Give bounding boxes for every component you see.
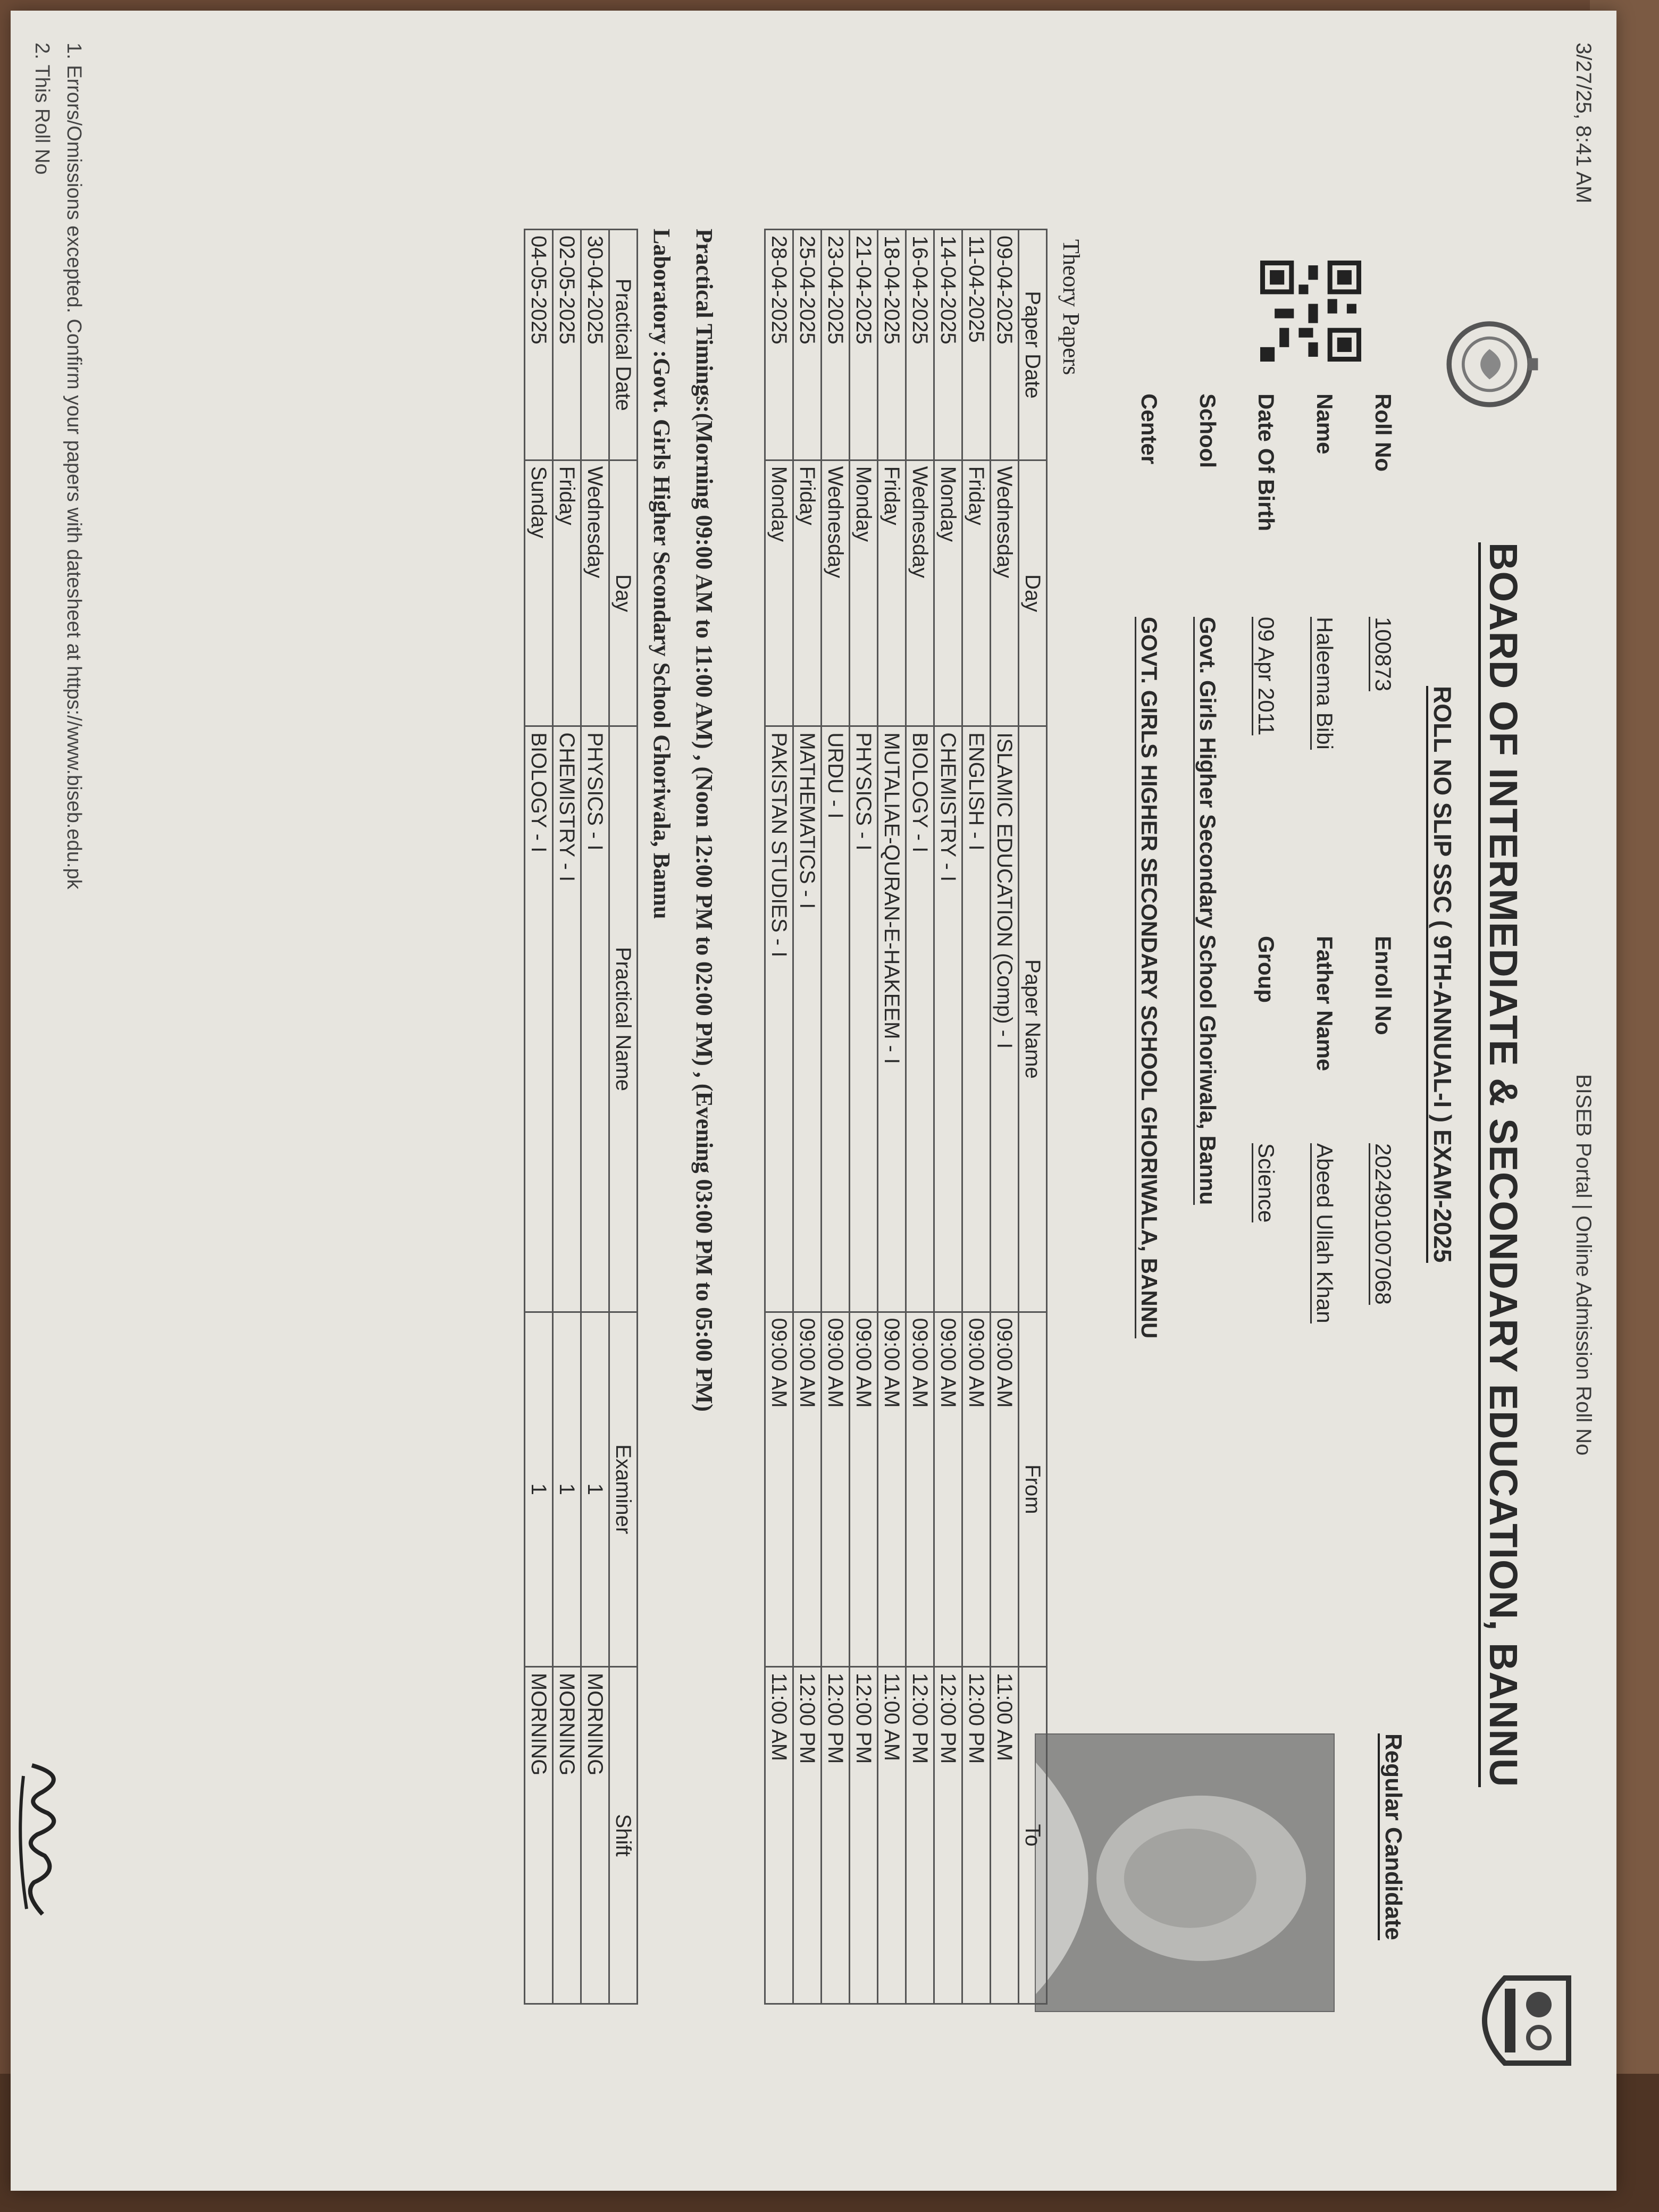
- shift-cell: MORNING: [525, 1666, 553, 2004]
- paper-name-cell: CHEMISTRY - I: [934, 726, 962, 1312]
- day-cell: Wednesday: [991, 460, 1019, 726]
- from-time-cell: 09:00 AM: [906, 1312, 934, 1666]
- dob-value: 09 Apr 2011: [1252, 617, 1279, 735]
- signature-icon: [11, 1755, 74, 1925]
- paper-name-cell: URDU - I: [822, 726, 850, 1312]
- roll-no-label: Roll No: [1371, 393, 1396, 472]
- slip-title: ROLL NO SLIP SSC ( 9TH-ANNUAL-I ) EXAM-2025: [1426, 686, 1457, 1263]
- father-name-value: Abeed Ullah Khan: [1310, 1143, 1337, 1323]
- day-cell: Friday: [962, 460, 991, 726]
- print-page-title: BISEB Portal | Online Admission Roll No: [1572, 1074, 1595, 1456]
- practical-name-cell: BIOLOGY - I: [525, 726, 553, 1312]
- table-row: [850, 230, 878, 2004]
- theory-caption: Theory Papers: [1058, 239, 1084, 375]
- paper-name-cell: BIOLOGY - I: [906, 726, 934, 1312]
- theory-table: [764, 229, 1048, 2005]
- day-cell: Monday: [850, 460, 878, 726]
- practical-date-cell: 04-05-2025: [525, 230, 553, 460]
- paper-name-cell: PAKISTAN STUDIES - I: [765, 726, 793, 1312]
- laboratory-line: Laboratory :Govt. Girls Higher Secondary School Ghoriwala, Bannu: [649, 229, 675, 919]
- table-row: [962, 230, 991, 2004]
- student-photo-icon: [1036, 1735, 1334, 2011]
- school-value: Govt. Girls Higher Secondary School Ghoriwala, Bannu: [1193, 617, 1220, 1205]
- school-label: School: [1195, 393, 1220, 468]
- day-cell: Wednesday: [822, 460, 850, 726]
- center-value: GOVT. GIRLS HIGHER SECONDARY SCHOOL GHORIWALA, BANNU: [1135, 617, 1162, 1338]
- practical-name-cell: CHEMISTRY - I: [553, 726, 581, 1312]
- day-cell: Monday: [765, 460, 793, 726]
- table-row: [525, 230, 553, 2004]
- day-cell: Wednesday: [581, 460, 609, 726]
- to-time-cell: 12:00 PM: [934, 1666, 962, 2004]
- enroll-no-value: 2024901007068: [1369, 1143, 1396, 1305]
- from-time-cell: 09:00 AM: [934, 1312, 962, 1666]
- to-time-cell: 11:00 AM: [765, 1666, 793, 2004]
- practical-date-cell: 02-05-2025: [553, 230, 581, 460]
- theory-col-date: Paper Date: [1019, 230, 1047, 460]
- practical-col-name: Practical Name: [609, 726, 638, 1312]
- qr-code-icon: [1260, 261, 1361, 362]
- group-label: Group: [1254, 936, 1279, 1003]
- practical-col-examiner: Examiner: [609, 1312, 638, 1666]
- theory-col-to: To: [1019, 1666, 1047, 2004]
- group-value: Science: [1252, 1143, 1279, 1222]
- table-row: [934, 230, 962, 2004]
- day-cell: Sunday: [525, 460, 553, 726]
- from-time-cell: 09:00 AM: [822, 1312, 850, 1666]
- paper-date-cell: 21-04-2025: [850, 230, 878, 460]
- table-row: [878, 230, 906, 2004]
- name-value: Haleema Bibi: [1310, 617, 1337, 750]
- to-time-cell: 12:00 PM: [850, 1666, 878, 2004]
- from-time-cell: 09:00 AM: [991, 1312, 1019, 1666]
- practical-col-day: Day: [609, 460, 638, 726]
- kp-logo-icon: [1462, 1967, 1579, 2074]
- theory-header-row: [1019, 230, 1047, 2004]
- practical-date-cell: 30-04-2025: [581, 230, 609, 460]
- paper-name-cell: MATHEMATICS - I: [793, 726, 822, 1312]
- footer-note-1: 1. Errors/Omissions excepted. Confirm your papers with datesheet at https://www.biseb.edu.pk: [63, 43, 85, 890]
- paper-name-cell: MUTALIAE-QURAN-E-HAKEEM - I: [878, 726, 906, 1312]
- enroll-no-label: Enroll No: [1371, 936, 1396, 1035]
- day-cell: Friday: [878, 460, 906, 726]
- practical-col-date: Practical Date: [609, 230, 638, 460]
- shift-cell: MORNING: [581, 1666, 609, 2004]
- candidate-type: Regular Candidate: [1378, 1733, 1406, 1940]
- practical-header-row: [609, 230, 638, 2004]
- paper-name-cell: PHYSICS - I: [850, 726, 878, 1312]
- board-logo-icon: [1441, 314, 1542, 415]
- student-photo: [1035, 1733, 1335, 2012]
- theory-col-day: Day: [1019, 460, 1047, 726]
- day-cell: Monday: [934, 460, 962, 726]
- table-row: [793, 230, 822, 2004]
- theory-col-from: From: [1019, 1312, 1047, 1666]
- from-time-cell: 09:00 AM: [962, 1312, 991, 1666]
- practical-name-cell: PHYSICS - I: [581, 726, 609, 1312]
- roll-no-slip: [11, 11, 1616, 2191]
- paper-date-cell: 23-04-2025: [822, 230, 850, 460]
- paper-date-cell: 25-04-2025: [793, 230, 822, 460]
- shift-cell: MORNING: [553, 1666, 581, 2004]
- practical-table: [524, 229, 638, 2005]
- paper-date-cell: 28-04-2025: [765, 230, 793, 460]
- from-time-cell: 09:00 AM: [765, 1312, 793, 1666]
- day-cell: Wednesday: [906, 460, 934, 726]
- from-time-cell: 09:00 AM: [793, 1312, 822, 1666]
- table-row: [991, 230, 1019, 2004]
- to-time-cell: 12:00 PM: [822, 1666, 850, 2004]
- print-timestamp: 3/27/25, 8:41 AM: [1572, 43, 1595, 204]
- examiner-cell: 1: [525, 1312, 553, 1666]
- to-time-cell: 11:00 AM: [991, 1666, 1019, 2004]
- paper-date-cell: 18-04-2025: [878, 230, 906, 460]
- paper-date-cell: 14-04-2025: [934, 230, 962, 460]
- paper-date-cell: 09-04-2025: [991, 230, 1019, 460]
- paper-name-cell: ISLAMIC EDUCATION (Comp) - I: [991, 726, 1019, 1312]
- name-label: Name: [1312, 393, 1337, 455]
- from-time-cell: 09:00 AM: [850, 1312, 878, 1666]
- father-name-label: Father Name: [1312, 936, 1337, 1071]
- from-time-cell: 09:00 AM: [878, 1312, 906, 1666]
- paper-date-cell: 11-04-2025: [962, 230, 991, 460]
- table-row: [906, 230, 934, 2004]
- practical-col-shift: Shift: [609, 1666, 638, 2004]
- examiner-cell: 1: [553, 1312, 581, 1666]
- practical-timings: Practical Timings:(Morning 09:00 AM to 11:00 AM) , (Noon 12:00 PM to 02:00 PM) , (Evening 03:00 PM to 05:00 PM): [691, 229, 717, 1412]
- to-time-cell: 11:00 AM: [878, 1666, 906, 2004]
- board-title: BOARD OF INTERMEDIATE & SECONDARY EDUCATION, BANNU: [1478, 542, 1526, 1787]
- table-row: [765, 230, 793, 2004]
- to-time-cell: 12:00 PM: [906, 1666, 934, 2004]
- paper-date-cell: 16-04-2025: [906, 230, 934, 460]
- examiner-cell: 1: [581, 1312, 609, 1666]
- day-cell: Friday: [793, 460, 822, 726]
- theory-col-paper: Paper Name: [1019, 726, 1047, 1312]
- paper-name-cell: ENGLISH - I: [962, 726, 991, 1312]
- table-row: [581, 230, 609, 2004]
- day-cell: Friday: [553, 460, 581, 726]
- to-time-cell: 12:00 PM: [962, 1666, 991, 2004]
- dob-label: Date Of Birth: [1254, 393, 1279, 532]
- roll-no-value: 100873: [1369, 617, 1396, 691]
- footer-note-2: 2. This Roll No: [31, 43, 53, 175]
- table-row: [822, 230, 850, 2004]
- center-label: Center: [1137, 393, 1162, 465]
- to-time-cell: 12:00 PM: [793, 1666, 822, 2004]
- table-row: [553, 230, 581, 2004]
